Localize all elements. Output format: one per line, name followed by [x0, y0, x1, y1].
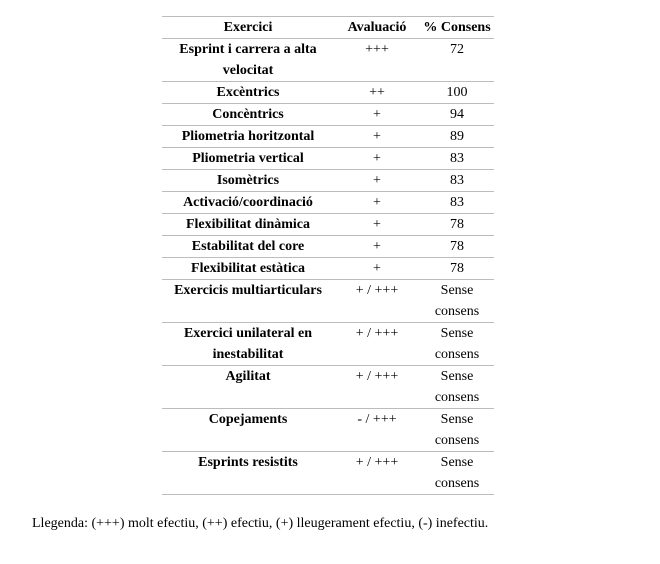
exercise-name-cell: Exercicis multiarticulars — [162, 280, 334, 323]
table-row — [162, 258, 494, 280]
consensus-cell: 89 — [420, 126, 494, 148]
consensus-cell: Sense consens — [420, 280, 494, 323]
consensus-cell: 78 — [420, 236, 494, 258]
table-row — [162, 323, 494, 366]
evaluation-cell: + / +++ — [334, 323, 420, 366]
evaluation-cell: + / +++ — [334, 452, 420, 495]
table-row — [162, 126, 494, 148]
exercise-name-cell: Flexibilitat dinàmica — [162, 214, 334, 236]
table-header-row — [162, 17, 494, 39]
exercise-name-cell: Copejaments — [162, 409, 334, 452]
consensus-cell: 78 — [420, 258, 494, 280]
evaluation-cell: + — [334, 104, 420, 126]
table-row — [162, 214, 494, 236]
consensus-cell: 83 — [420, 148, 494, 170]
exercise-name-cell: Esprint i carrera a alta velocitat — [162, 39, 334, 82]
consensus-cell: Sense consens — [420, 366, 494, 409]
exercise-name-cell: Activació/coordinació — [162, 192, 334, 214]
table-legend: Llegenda: (+++) molt efectiu, (++) efectiu, (+) lleugerament efectiu, (-) inefectiu. — [32, 516, 489, 531]
exercise-name-cell: Agilitat — [162, 366, 334, 409]
consensus-cell: 78 — [420, 214, 494, 236]
exercise-name-cell: Isomètrics — [162, 170, 334, 192]
consensus-cell: Sense consens — [420, 323, 494, 366]
table-row — [162, 452, 494, 495]
consensus-cell: 83 — [420, 170, 494, 192]
evaluation-cell: + — [334, 148, 420, 170]
consensus-cell: 100 — [420, 82, 494, 104]
header-exercise: Exercici — [162, 17, 334, 39]
evaluation-cell: ++ — [334, 82, 420, 104]
table-row — [162, 148, 494, 170]
table-row — [162, 236, 494, 258]
evaluation-cell: + — [334, 258, 420, 280]
exercise-name-cell: Excèntrics — [162, 82, 334, 104]
table-row — [162, 104, 494, 126]
consensus-cell: Sense consens — [420, 409, 494, 452]
evaluation-cell: - / +++ — [334, 409, 420, 452]
evaluation-cell: +++ — [334, 39, 420, 82]
consensus-cell: Sense consens — [420, 452, 494, 495]
table-row — [162, 409, 494, 452]
table-body — [162, 39, 494, 495]
header-consensus: % Consens — [420, 17, 494, 39]
table-row — [162, 82, 494, 104]
evaluation-cell: + — [334, 170, 420, 192]
exercise-name-cell: Concèntrics — [162, 104, 334, 126]
evaluation-cell: + — [334, 126, 420, 148]
table-row — [162, 170, 494, 192]
exercise-name-cell: Esprints resistits — [162, 452, 334, 495]
evaluation-cell: + — [334, 192, 420, 214]
consensus-cell: 83 — [420, 192, 494, 214]
table-row — [162, 39, 494, 82]
evaluation-cell: + — [334, 214, 420, 236]
table-row — [162, 192, 494, 214]
exercise-name-cell: Flexibilitat estàtica — [162, 258, 334, 280]
evaluation-cell: + / +++ — [334, 366, 420, 409]
header-evaluation: Avaluació — [334, 17, 420, 39]
exercise-name-cell: Estabilitat del core — [162, 236, 334, 258]
exercise-name-cell: Exercici unilateral en inestabilitat — [162, 323, 334, 366]
consensus-cell: 72 — [420, 39, 494, 82]
evaluation-cell: + — [334, 236, 420, 258]
exercise-name-cell: Pliometria horitzontal — [162, 126, 334, 148]
exercise-evaluation-table — [162, 16, 494, 495]
exercise-name-cell: Pliometria vertical — [162, 148, 334, 170]
table-row — [162, 366, 494, 409]
consensus-cell: 94 — [420, 104, 494, 126]
evaluation-cell: + / +++ — [334, 280, 420, 323]
table-row — [162, 280, 494, 323]
